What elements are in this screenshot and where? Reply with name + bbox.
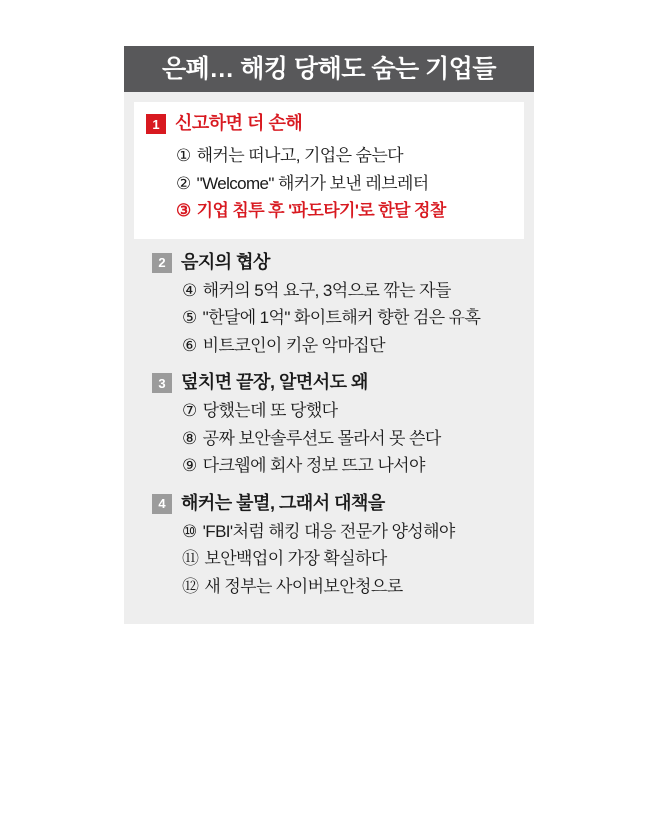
item-text: 기업 침투 후 '파도타기'로 한달 정찰 — [196, 201, 446, 221]
list-item — [138, 397, 520, 425]
item-marker: ⑧ — [182, 428, 197, 448]
item-marker: ⑫ — [182, 576, 199, 596]
item-text: "Welcome" 해커가 보낸 레브레터 — [196, 173, 429, 193]
list-item — [138, 545, 520, 573]
list-item — [138, 332, 520, 360]
list-item — [146, 197, 512, 225]
section-3-title: 덮치면 끝장, 알면서도 왜 — [181, 372, 368, 393]
section-4-header — [138, 494, 520, 514]
item-text: 해커는 떠나고, 기업은 숨는다 — [196, 146, 403, 165]
item-text: 새 정부는 사이버보안청으로 — [204, 576, 403, 596]
item-text: 'FBI'처럼 해킹 대응 전문가 양성해야 — [202, 521, 455, 541]
item-marker: ⑥ — [182, 335, 197, 355]
item-marker: ⑤ — [182, 308, 197, 328]
section-3 — [124, 373, 534, 480]
section-2-title: 음지의 협상 — [181, 251, 270, 272]
header-bar — [124, 46, 534, 92]
section-4-items — [138, 518, 520, 601]
item-text: "한달에 1억" 화이트해커 향한 검은 유혹 — [202, 308, 481, 328]
list-item — [138, 452, 520, 480]
item-text: 해커의 5억 요구, 3억으로 깎는 자들 — [202, 280, 451, 300]
section-2-header — [138, 253, 520, 273]
list-item — [138, 277, 520, 305]
item-marker: ④ — [182, 280, 197, 300]
list-item — [146, 142, 512, 170]
list-item — [138, 518, 520, 546]
section-4-number: 4 — [152, 494, 172, 514]
item-marker: ② — [176, 173, 191, 193]
item-marker: ① — [176, 146, 191, 165]
section-4-title: 해커는 불멸, 그래서 대책을 — [181, 492, 385, 513]
section-1-number: 1 — [146, 114, 166, 134]
section-1-title: 신고하면 더 손해 — [175, 113, 303, 134]
list-item — [138, 573, 520, 601]
list-item — [138, 425, 520, 453]
section-3-items — [138, 397, 520, 480]
infographic-panel — [124, 46, 534, 624]
section-3-header — [138, 373, 520, 393]
section-1 — [134, 102, 524, 239]
item-marker: ⑪ — [182, 549, 199, 569]
section-1-items — [146, 142, 512, 225]
section-1-header — [146, 114, 512, 134]
item-text: 당했는데 또 당했다 — [202, 401, 338, 421]
page-title: 은폐… 해킹 당해도 숨는 기업들 — [161, 54, 497, 83]
section-2 — [124, 253, 534, 360]
item-text: 다크웹에 회사 정보 뜨고 나서야 — [202, 456, 425, 476]
section-2-items — [138, 277, 520, 360]
item-text: 비트코인이 키운 악마집단 — [202, 335, 385, 355]
item-marker: ⑦ — [182, 401, 197, 421]
section-2-number: 2 — [152, 253, 172, 273]
section-4 — [124, 494, 534, 601]
item-text: 공짜 보안솔루션도 몰라서 못 쓴다 — [202, 428, 441, 448]
item-marker: ⑨ — [182, 456, 197, 476]
section-3-number: 3 — [152, 373, 172, 393]
list-item — [146, 170, 512, 198]
item-marker: ③ — [176, 201, 191, 221]
item-marker: ⑩ — [182, 521, 197, 541]
list-item — [138, 304, 520, 332]
item-text: 보안백업이 가장 확실하다 — [204, 549, 387, 569]
